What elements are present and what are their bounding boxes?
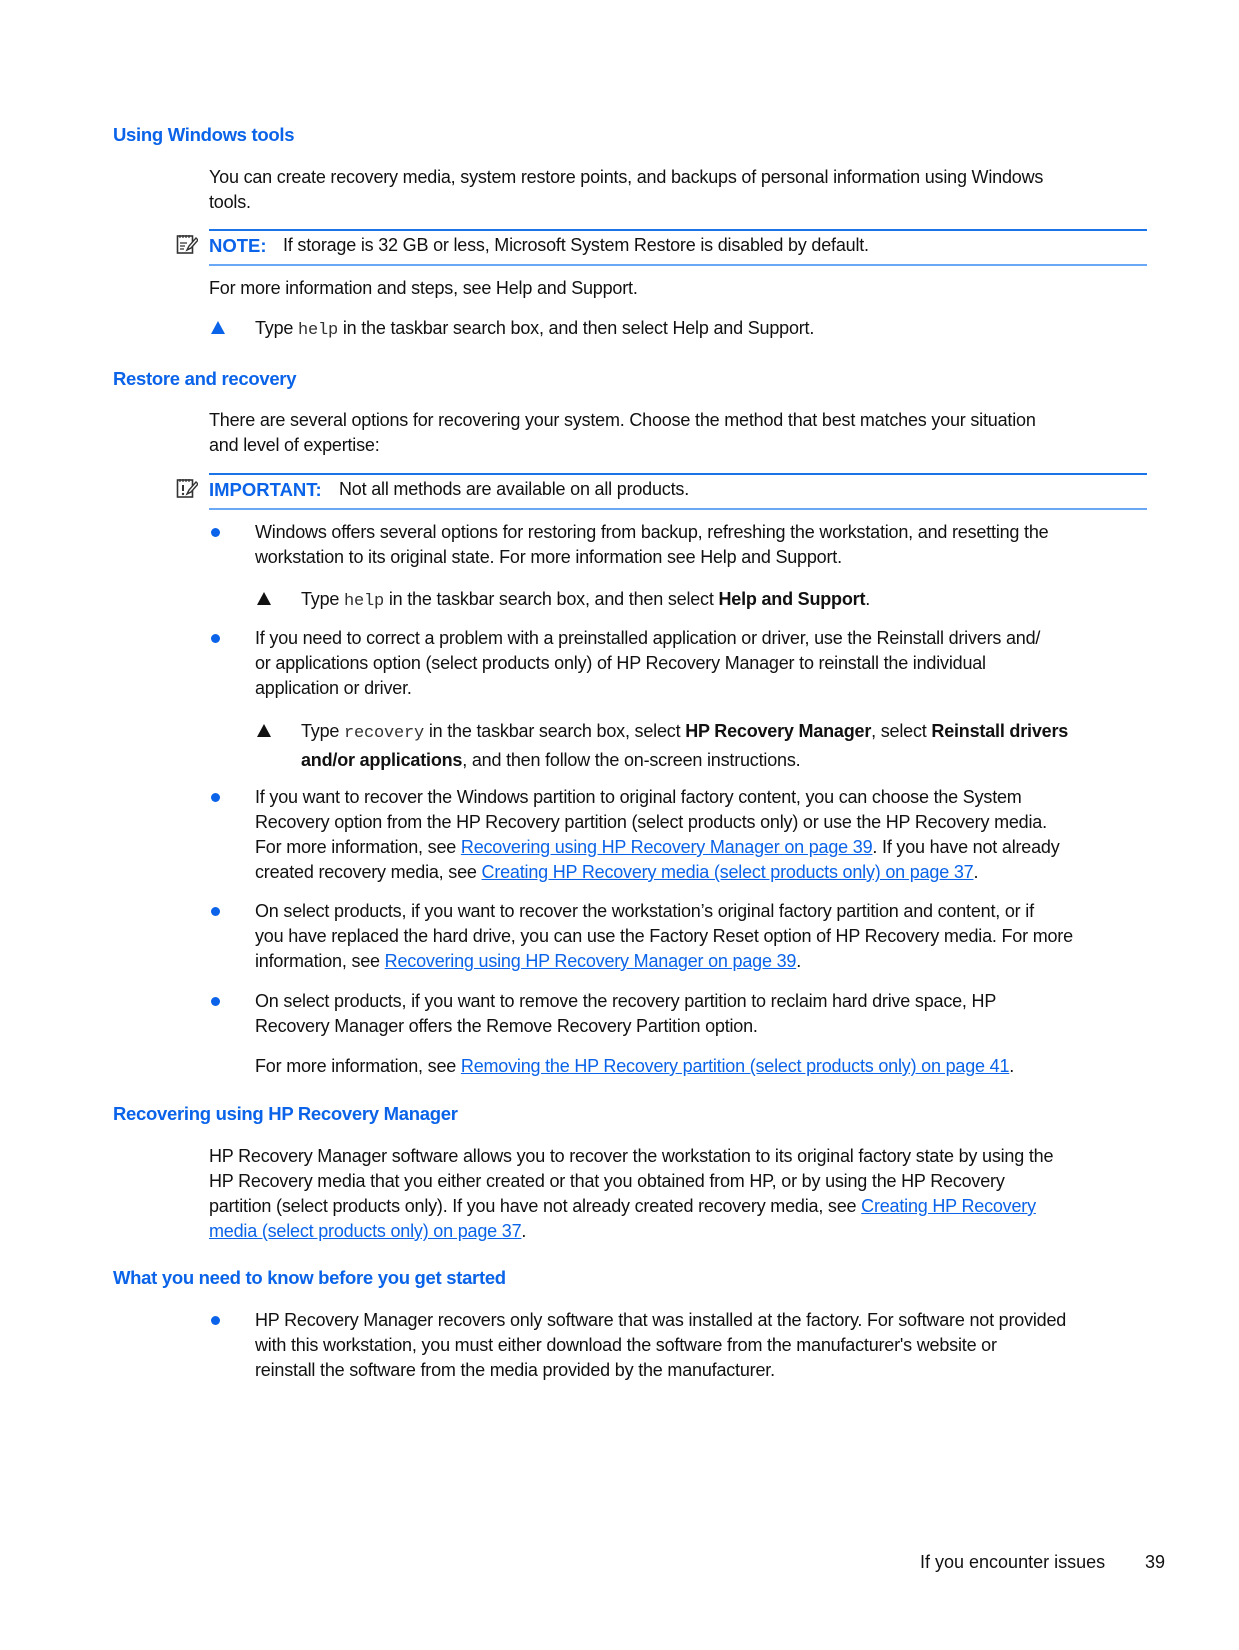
bullet-icon: [211, 907, 220, 916]
heading-before-you-start: What you need to know before you get started: [113, 1267, 506, 1288]
heading-restore-and-recovery: Restore and recovery: [113, 368, 297, 389]
important-label: IMPORTANT:: [209, 479, 322, 500]
bullet-icon: [211, 997, 220, 1006]
link-recovering-hp-page-39[interactable]: Recovering using HP Recovery Manager on page 39: [460, 837, 873, 857]
list-item-factory-software-only: HP Recovery Manager recovers only software that was installed at the factory. For software not provided with this workstation, you must either download the software from the manufacturer's website or reinstall the software from the media provided by the manufacturer.: [255, 1310, 1067, 1380]
important-callout: [209, 473, 1147, 510]
paragraph-remove-partition-more-info: For more information, see Removing the HP Recovery partition (select products only) on page 41.: [255, 1056, 1015, 1076]
heading-using-windows-tools: Using Windows tools: [113, 124, 295, 145]
step-recovery-manager: Type recovery in the taskbar search box, select HP Recovery Manager, select Reinstall drivers and/or applications, and then follow the on-screen instructions.: [301, 721, 1069, 770]
footer-section-title: If you encounter issues: [920, 1552, 1106, 1572]
paragraph-windows-tools-intro: You can create recovery media, system restore points, and backups of personal information using Windows tools.: [209, 167, 1044, 212]
triangle-step-icon: [257, 724, 271, 737]
bullet-icon: [211, 634, 220, 643]
link-creating-media-page-37-cont[interactable]: media (select products only) on page 37: [209, 1221, 522, 1241]
footer-page-number: 39: [1145, 1552, 1166, 1572]
code-help: help: [298, 321, 339, 340]
important-pencil-icon: [176, 477, 198, 499]
note-label: NOTE:: [209, 235, 267, 256]
paragraph-restore-intro: There are several options for recovering your system. Choose the method that best matches your situation and level of expertise:: [209, 410, 1036, 455]
link-removing-partition-page-41[interactable]: Removing the HP Recovery partition (select products only) on page 41: [460, 1056, 1010, 1076]
bullet-icon: [211, 793, 220, 802]
bullet-icon: [211, 528, 220, 537]
paragraph-more-info: For more information and steps, see Help and Support.: [209, 278, 638, 298]
paragraph-recovering-hp: HP Recovery Manager software allows you to recover the workstation to its original factory state by using the HP Recovery media that you either created or that you obtained from HP, or by using the HP Recovery partition (select products only). If you have not already created recovery media, see Creating HP Recovery media (select products only) on page 37.: [209, 1146, 1054, 1241]
list-item-system-recovery: If you want to recover the Windows partition to original factory content, you can choose the System Recovery option from the HP Recovery partition (select products only) or use the HP Recovery media. For more information, see Recovering using HP Recovery Manager on page 39. If you have not already created recovery media, see Creating HP Recovery media (select products only) on page 37.: [255, 787, 1060, 882]
link-creating-media-page-37[interactable]: Creating HP Recovery media (select products only) on page 37: [481, 862, 974, 882]
heading-recovering-hp-recovery-manager: Recovering using HP Recovery Manager: [113, 1103, 458, 1124]
step-type-help: Type help in the taskbar search box, and then select Help and Support.: [255, 318, 815, 340]
link-recovering-hp-page-39[interactable]: Recovering using HP Recovery Manager on page 39: [384, 951, 797, 971]
list-item-reinstall-drivers: If you need to correct a problem with a preinstalled application or driver, use the Reinstall drivers and/ or applications option (select products only) of HP Recovery Manager to reinstall the individual application or driver.: [255, 628, 1041, 698]
list-item-remove-partition: On select products, if you want to remove the recovery partition to reclaim hard drive space, HP Recovery Manager offers the Remove Recovery Partition option.: [255, 991, 997, 1036]
triangle-step-icon: [211, 321, 225, 334]
note-callout: [209, 229, 1147, 266]
list-item-windows-options: Windows offers several options for restoring from backup, refreshing the workstation, and resetting the workstation to its original state. For more information see Help and Support.: [255, 522, 1049, 567]
step-help-and-support: Type help in the taskbar search box, and then select Help and Support.: [301, 589, 871, 611]
note-pencil-icon: [176, 233, 198, 255]
note-text: If storage is 32 GB or less, Microsoft System Restore is disabled by default.: [283, 235, 869, 255]
bullet-icon: [211, 1316, 220, 1325]
list-item-factory-reset: On select products, if you want to recover the workstation’s original factory partition and content, or if you have replaced the hard drive, you can use the Factory Reset option of HP Recovery media. For more information, see Recovering using HP Recovery Manager on page 39.: [255, 901, 1073, 971]
important-text: Not all methods are available on all products.: [339, 479, 690, 499]
link-creating-media-page-37[interactable]: Creating HP Recovery: [861, 1196, 1036, 1216]
triangle-step-icon: [257, 592, 271, 605]
